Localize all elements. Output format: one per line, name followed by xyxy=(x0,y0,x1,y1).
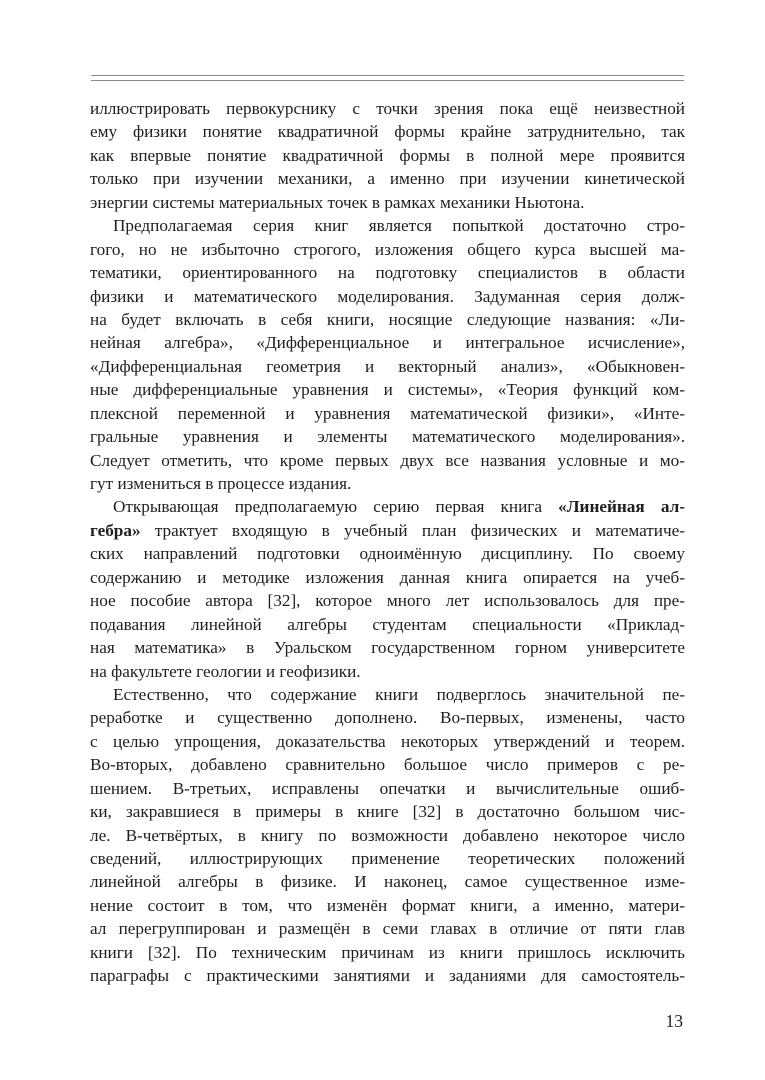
text-line: только при изучении механики, а именно при изучении кинетической xyxy=(90,169,685,189)
text-line: на будет включать в себя книги, носящие следующие названия: «Ли- xyxy=(90,309,685,329)
text-line: ная математика» в Уральском государственном горном университете xyxy=(90,638,685,658)
text-line: Открывающая предполагаемую серию первая книга «Линейная ал- xyxy=(113,497,685,517)
text-line: ки, закравшиеся в примеры в книге [32] в достаточно большом чис- xyxy=(90,802,685,822)
text-line: подавания линейной алгебры студентам специальности «Приклад- xyxy=(90,614,685,634)
text-line: тематики, ориентированного на подготовку специалистов в области xyxy=(90,263,685,283)
text-line: гого, но не избыточно строгого, изложения общего курса высшей ма- xyxy=(90,239,685,259)
text-line: ских направлений подготовки одноимённую дисциплину. По своему xyxy=(90,544,685,564)
text-line: физики и математического моделирования. Задуманная серия долж- xyxy=(90,286,685,306)
text-line: ему физики понятие квадратичной формы крайне затруднительно, так xyxy=(90,122,685,142)
text-line: Естественно, что содержание книги подверглось значительной пе- xyxy=(113,684,685,704)
text-line: ное пособие автора [32], которое много лет использовалось для пре- xyxy=(90,591,685,611)
text-line: шением. В-третьих, исправлены опечатки и вычислительные ошиб- xyxy=(90,778,685,798)
book-title: гебра» xyxy=(90,520,141,540)
text-line: на факультете геологии и геофизики. xyxy=(90,661,361,681)
text-line: гебра» трактует входящую в учебный план физических и математиче- xyxy=(90,520,685,540)
text-line: гут измениться в процессе издания. xyxy=(90,474,352,493)
header-rule-top xyxy=(91,75,684,76)
page-number: 13 xyxy=(665,1011,683,1031)
text-line: линейной алгебры в физике. И наконец, самое существенное изме- xyxy=(90,872,685,892)
book-title: «Линейная ал- xyxy=(558,497,685,517)
text-line: ные дифференциальные уравнения и системы», «Теория функций ком- xyxy=(90,380,685,400)
text-line: содержанию и методике изложения данная книга опирается на учеб- xyxy=(90,567,685,587)
text-line: параграфы с практическими занятиями и заданиями для самостоятель- xyxy=(90,966,685,986)
body-text xyxy=(90,97,685,988)
text-line: энергии системы материальных точек в рамках механики Ньютона. xyxy=(90,192,585,212)
text-line: Во-вторых, добавлено сравнительно большое число примеров с ре- xyxy=(90,755,685,775)
text-line: иллюстрировать первокурснику с точки зрения пока ещё неизвестной xyxy=(90,99,685,118)
text-line: ал перегруппирован и размещён в семи главах в отличие от пяти глав xyxy=(90,919,685,939)
text-line: с целью упрощения, доказательства некоторых утверждений и теорем. xyxy=(90,731,685,751)
text-line: реработке и существенно дополнено. Во-первых, изменены, часто xyxy=(90,708,685,728)
text-line: Следует отметить, что кроме первых двух все названия условные и мо- xyxy=(90,450,685,470)
text-line: книги [32]. По техническим причинам из книги пришлось исключить xyxy=(90,942,685,962)
text-line: гральные уравнения и элементы математического моделирования». xyxy=(90,427,685,447)
text-line: как впервые понятие квадратичной формы в полной мере проявится xyxy=(90,145,685,165)
text-line: плексной переменной и уравнения математической физики», «Инте- xyxy=(90,403,685,423)
text-line: сведений, иллюстрирующих применение теоретических положений xyxy=(90,849,685,868)
text-line: Предполагаемая серия книг является попыткой достаточно стро- xyxy=(113,216,685,236)
text-line: нейная алгебра», «Дифференциальное и интегральное исчисление», xyxy=(90,333,685,353)
text-line: нение состоит в том, что изменён формат книги, а именно, матери- xyxy=(90,895,685,915)
text-line: ле. В-четвёртых, в книгу по возможности добавлено некоторое число xyxy=(90,825,685,845)
text-line: «Дифференциальная геометрия и векторный анализ», «Обыкновен- xyxy=(90,356,685,376)
header-rule-bottom xyxy=(91,80,684,81)
